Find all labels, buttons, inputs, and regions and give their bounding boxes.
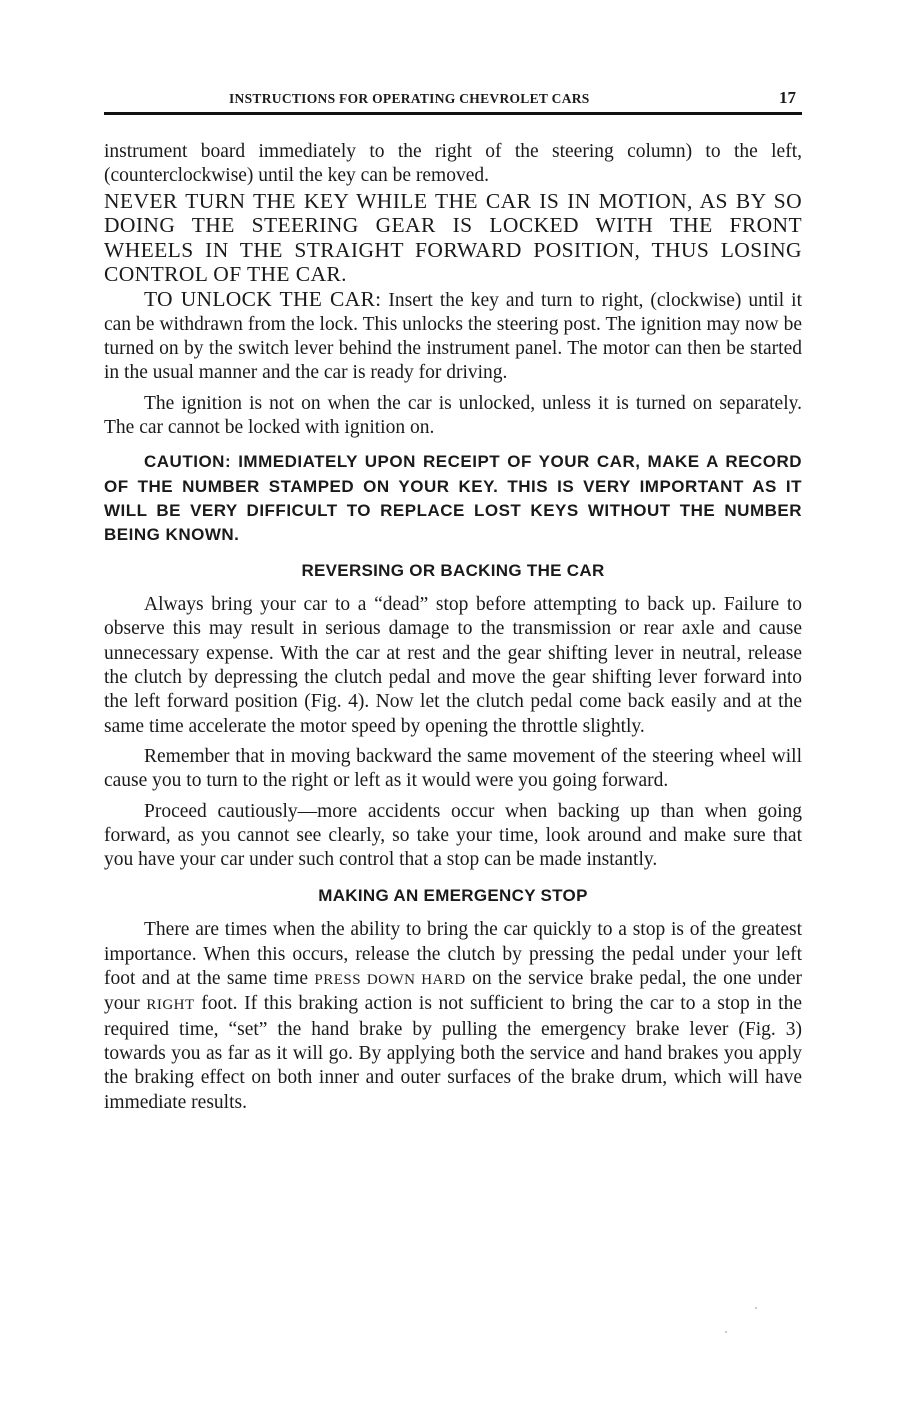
scan-speck [755,1307,757,1309]
emergency-text-e: foot. If this braking action is not sufficient to bring the car to a stop in the required time, “set” the hand brake by pulling the emergency brake lever (Fig. 3) towards you as far as it will go. By applying both the service and hand brakes you apply the braking effect on both inner and outer surfaces of the brake drum, which will have immediate results. [104,993,802,1113]
ignition-paragraph: The ignition is not on when the car is unlocked, unless it is turned on separately. The car cannot be locked with ignition on. [104,392,802,439]
emergency-text-c: on the service brake pedal, the one under your [104,968,802,1015]
reversing-paragraph-3: Proceed cautiously—more accidents occur when backing up than when going forward, as you cannot see clearly, so take your time, look around and make sure that you have your car under such control that a stop can be made instantly. [104,800,802,871]
running-title: INSTRUCTIONS FOR OPERATING CHEVROLET CARS [229,91,590,106]
book-page [104,88,802,1113]
body-text [104,140,802,1115]
caution-paragraph: CAUTION: IMMEDIATELY UPON RECEIPT OF YOUR CAR, MAKE A RECORD OF THE NUMBER STAMPED ON YOUR KEY. THIS IS VERY IMPORTANT AS IT WILL BE VERY DIFFICULT TO REPLACE LOST KEYS WITHOUT THE NUMBER BEING KNOWN. [104,452,802,544]
emergency-text-a: There are times when the ability to bring the car quickly to a stop is of the greatest importance. When this occurs, release the clutch by pressing the pedal under your left foot and at the same time [104,919,802,990]
reversing-paragraph-2: Remember that in moving backward the same movement of the steering wheel will cause you to turn to the right or left as it would were you going forward. [104,745,802,792]
section-heading-reversing: REVERSING OR BACKING THE CAR [301,561,605,581]
paragraph-continued: instrument board immediately to the right of the steering column) to the left, (counterclockwise) until the key can be removed. [104,141,802,187]
scan-speck [725,1331,727,1333]
page-number: 17 [779,88,796,107]
warning-paragraph: NEVER TURN THE KEY WHILE THE CAR IS IN MOTION, AS BY SO DOING THE STEERING GEAR IS LOCKED WITH THE FRONT WHEELS IN THE STRAIGHT FORWARD POSITION, THUS LOSING CONTROL OF THE CAR. [104,188,802,287]
running-header [104,88,802,115]
emphasis-press-down-hard: PRESS DOWN HARD [314,972,466,989]
emphasis-right: RIGHT [146,997,195,1014]
unlock-paragraph [104,287,802,386]
emergency-paragraph [104,918,802,1114]
reversing-paragraph-1: Always bring your car to a “dead” stop before attempting to back up. Failure to observe this may result in serious damage to the transmission or rear axle and cause unnecessary expense. With the car at rest and the gear shifting lever in neutral, release the clutch by depressing the clutch pedal and move the gear shifting lever forward into the left forward position (Fig. 4). Now let the clutch pedal come back easily and at the same time accelerate the motor speed by opening the throttle slightly. [104,594,802,737]
unlock-label: TO UNLOCK THE CAR: [144,286,382,311]
section-heading-emergency-stop: MAKING AN EMERGENCY STOP [318,886,588,906]
unlock-text: Insert the key and turn to right, (clockwise) until it can be withdrawn from the lock. This unlocks the steering post. The ignition may now be turned on by the switch lever behind the instrument panel. The motor can then be started in the usual manner and the car is ready for driving. [104,289,802,384]
